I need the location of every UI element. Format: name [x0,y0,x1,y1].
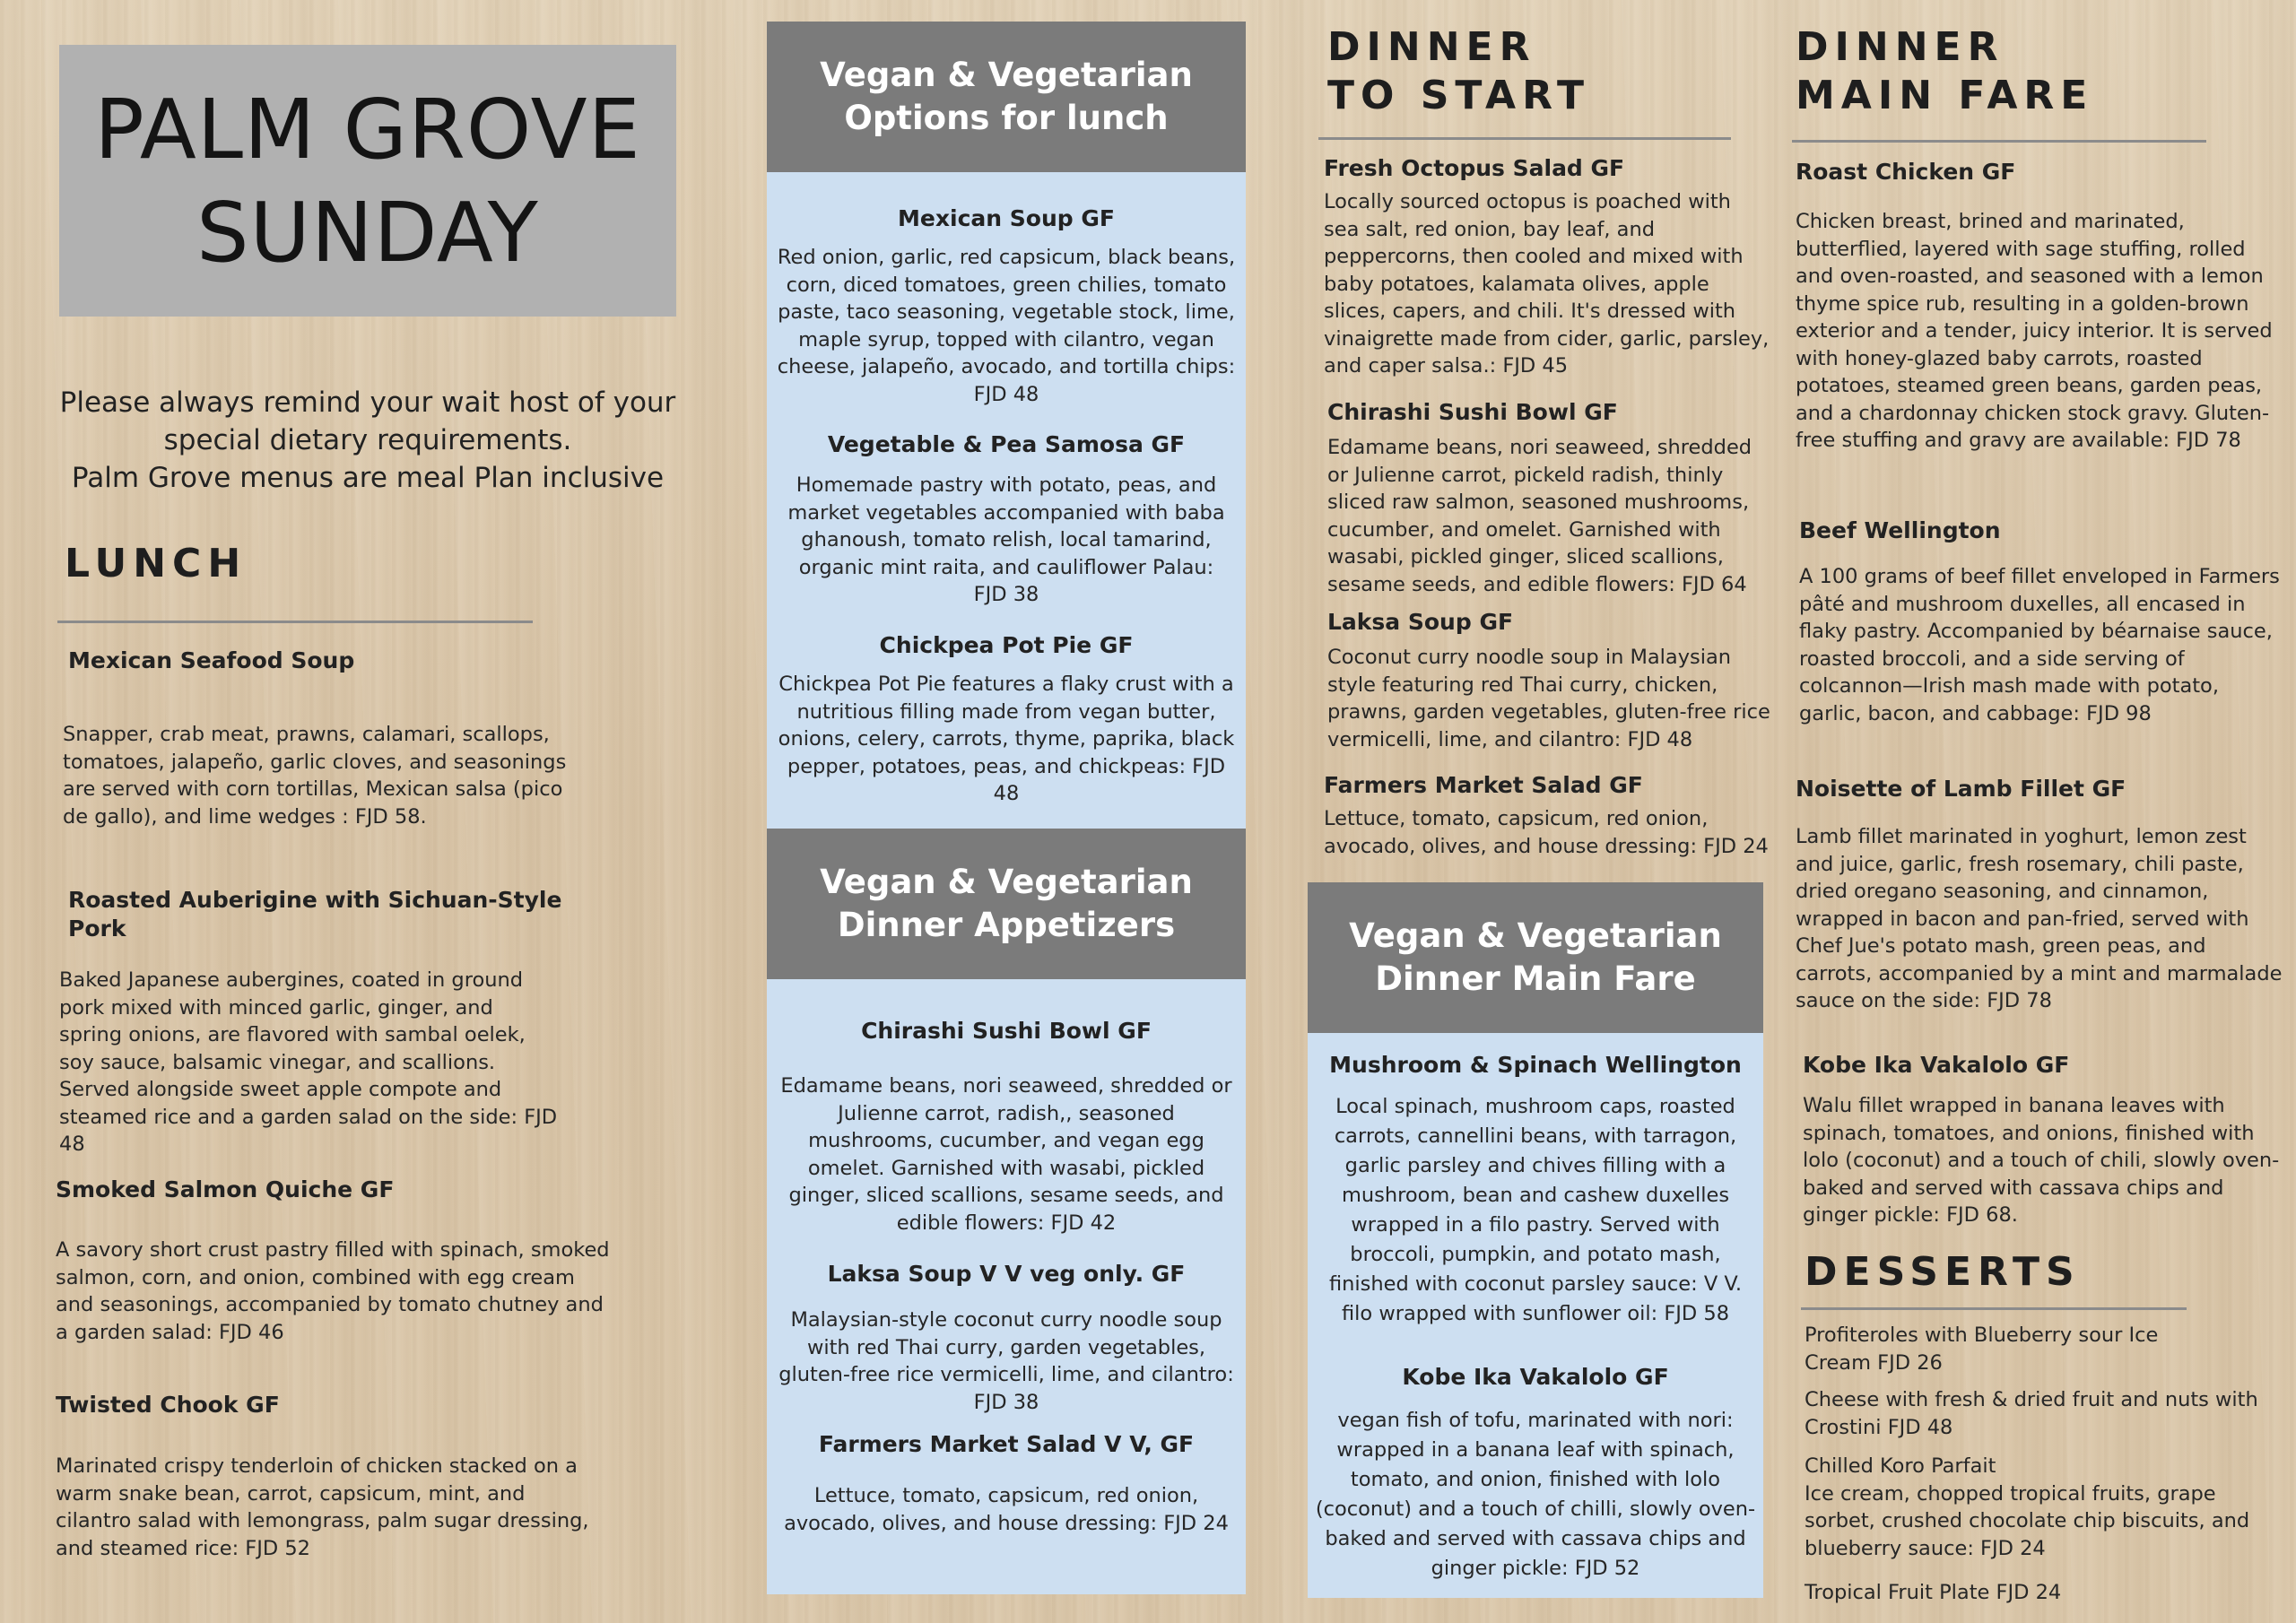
menu-item [1796,158,2285,455]
menu-item [68,647,570,675]
menu-item [776,1017,1237,1237]
item-description: A savory short crust pastry filled with spinach, smoked salmon, corn, and onion, combined with egg cream and seasonings, accompanied by tomato chutney and a garden salad: FJD 46 [56,1238,610,1344]
heading-line-1: DINNER [1796,24,2005,70]
header-line-2: Dinner Main Fare [1375,959,1696,998]
lunch-divider [57,621,533,623]
item-description: Walu fillet wrapped in banana leaves with spinach, tomatoes, and onions, finished with lolo (coconut) and a touch of chili, slowly oven-baked and served with cassava chips and ginger pickle: FJD 68. [1803,1094,2280,1227]
header-line-2: Options for lunch [844,99,1169,137]
item-name: Kobe Ika Vakalolo GF [1402,1364,1669,1390]
reminder-line-3: Palm Grove menus are meal Plan inclusive [71,462,665,494]
reminder-line-2: special dietary requirements. [163,424,572,456]
item-description: Local spinach, mushroom caps, roasted carrots, cannellini beans, with tarragon, garlic parsley and chives filling with a mushroom, bean and cashew duxelles wrapped in a filo pastry. Served with broccoli, pumpkin, and potato mash, finished with coconut parsley sauce: V V. filo wrapped with sunflower oil: FJD 58 [1328,1095,1743,1325]
heading-line-2: MAIN FARE [1796,73,2094,118]
menu-item [1324,154,1772,380]
item-description: Locally sourced octopus is poached with sea salt, red onion, bay leaf, and peppercorns, then cooled and mixed with baby potatoes, kalamata olives, apple slices, capers, and chili. It's dressed with vinaigrette made from cider, garlic, parsley, and caper salsa.: FJD 45 [1324,190,1770,378]
heading-line-2: TO START [1327,73,1590,118]
dinner-main-heading [1796,23,2093,120]
dinner-start-divider [1318,137,1731,140]
item-name: Chickpea Pot Pie GF [879,632,1134,658]
item-name: Kobe Ika Vakalolo GF [1803,1052,2070,1078]
item-description: Edamame beans, nori seaweed, shredded or Julienne carrot, pickeld radish, thinly sliced raw salmon, seasoned mushrooms, cucumber, and omelet. Garnished with wasabi, pickled ginger, sliced scallions, sesame seeds, and edible flowers: FJD 64 [1327,436,1752,596]
menu-item [776,1430,1237,1537]
item-description: Lamb fillet marinated in yoghurt, lemon zest and juice, garlic, fresh rosemary, chili paste, dried oregano seasoning, and cinnamon, wrapped in bacon and pan-fried, served with Chef Jue's potato mash, green peas, and carrots, accompanied by a mint and marmalade sauce on the side: FJD 78 [1796,825,2283,1012]
item-name: Farmers Market Salad V V, GF [818,1431,1195,1457]
header-line-2: Dinner Appetizers [837,906,1176,944]
menu-item [1315,1363,1756,1584]
item-name: Vegetable & Pea Samosa GF [827,431,1186,457]
dessert-item [1805,1386,2289,1441]
desserts-heading: DESSERTS [1805,1249,2081,1295]
vegan-appetizers-header [767,829,1246,979]
title-line-1: PALM GROVE [94,81,641,178]
menu-item [1803,1051,2283,1229]
header-line-1: Vegan & Vegetarian [820,863,1193,901]
item-description: Coconut curry noodle soup in Malaysian style featuring red Thai curry, chicken, prawns, garden vegetables, gluten-free rice vermicelli, lime, and cilantro: FJD 48 [1327,646,1770,751]
lunch-heading: LUNCH [65,541,248,586]
menu-item [56,1176,558,1204]
menu-item [776,631,1237,808]
item-name: Mexican Seafood Soup [68,647,355,673]
dessert-item [1805,1579,2280,1607]
item-description: Baked Japanese aubergines, coated in ground pork mixed with minced garlic, ginger, and spring onions, are flavored with sambal oelek, soy sauce, balsamic vinegar, and scallions. Served alongside sweet apple compote and steamed rice and a garden salad on the side: FJD 48 [59,968,558,1156]
menu-item [1327,608,1776,753]
title-line-2: SUNDAY [196,184,539,281]
item-description: Lettuce, tomato, capsicum, red onion, avocado, olives, and house dressing: FJD 24 [784,1484,1229,1535]
menu-item [776,1260,1237,1416]
menu-item [1796,775,2285,1015]
item-description: Marinated crispy tenderloin of chicken stacked on a warm snake bean, carrot, capsicum, mint, and cilantro salad with lemongrass, palm sugar dressing, and steamed rice: FJD 52 [56,1454,589,1560]
desserts-divider [1801,1307,2187,1310]
menu-item [68,886,624,943]
item-description: Malaysian-style coconut curry noodle soup with red Thai curry, garden vegetables, gluten-free rice vermicelli, lime, and cilantro: FJD 38 [778,1308,1234,1414]
item-description: Chickpea Pot Pie features a flaky crust with a nutritious filling made from vegan butter, onions, celery, carrots, thyme, paprika, black pepper, potatoes, peas, and chickpeas: FJD 48 [778,673,1235,805]
item-description: Homemade pastry with potato, peas, and market vegetables accompanied with baba ghanoush, tomato relish, local tamarind, organic mint raita, and cauliflower Palau: FJD 38 [787,473,1225,606]
menu-item [1315,1051,1756,1329]
dessert-line: Cheese with fresh & dried fruit and nuts with [1805,1388,2258,1411]
title-box [59,45,676,317]
item-name: Roast Chicken GF [1796,159,2016,185]
page-title [94,78,640,284]
dessert-line: Tropical Fruit Plate FJD 24 [1805,1581,2062,1604]
item-name: Mexican Soup GF [898,205,1115,231]
item-name: Roasted Auberigine with Sichuan-Style Pork [68,887,562,942]
dessert-line: Profiteroles with Blueberry sour Ice [1805,1324,2159,1347]
item-description: vegan fish of tofu, marinated with nori: wrapped in a banana leaf with spinach, tomato, and onion, finished with lolo (coconut) and a touch of chilli, slowly oven-baked and served with cassava chips and ginger pickle: FJD 52 [1315,1409,1756,1580]
vegan-main-header [1308,882,1763,1033]
item-name: Chirashi Sushi Bowl GF [861,1018,1152,1044]
dinner-main-divider [1792,140,2206,143]
item-name: Laksa Soup GF [1327,609,1514,635]
menu-item [1324,771,1772,860]
dinner-start-heading [1327,23,1590,120]
item-name: Chirashi Sushi Bowl GF [1327,399,1618,425]
vegan-lunch-header [767,22,1246,172]
item-name: Mushroom & Spinach Wellington [1329,1052,1742,1078]
menu-item [1799,516,2283,727]
dessert-item [1805,1322,2280,1376]
item-description: Lettuce, tomato, capsicum, red onion, avocado, olives, and house dressing: FJD 24 [1324,807,1769,858]
dessert-line: Cream FJD 26 [1805,1350,1943,1375]
reminder-line-1: Please always remind your wait host of your [59,386,676,419]
item-description: Snapper, crab meat, prawns, calamari, scallops, tomatoes, jalapeño, garlic cloves, and seasonings are served with corn tortillas, Mexican salsa (pico de gallo), and lime wedges : FJD 58. [63,723,567,829]
dessert-line: Ice cream, chopped tropical fruits, grape sorbet, crushed chocolate chip biscuits, and blueberry sauce: FJD 24 [1805,1481,2250,1560]
menu-item [1327,398,1772,598]
menu-item [56,1391,558,1419]
item-description: Chicken breast, brined and marinated, butterflied, layered with sage stuffing, rolled and oven-roasted, and seasoned with a lemon thyme spice rub, resulting in a golden-brown exterior and a tender, juicy interior. It is served with honey-glazed baby carrots, roasted potatoes, steamed green beans, garden peas, and a chardonnay chicken stock gravy. Gluten-free stuffing and gravy are available: FJD 78 [1796,210,2273,452]
dessert-line: Chilled Koro Parfait [1805,1454,1996,1478]
dessert-item [1805,1453,2280,1562]
item-name: Farmers Market Salad GF [1324,772,1643,798]
item-name: Laksa Soup V V veg only. GF [827,1261,1186,1287]
item-name: Fresh Octopus Salad GF [1324,155,1625,181]
heading-line-1: DINNER [1327,24,1536,70]
item-name: Twisted Chook GF [56,1392,280,1418]
item-name: Smoked Salmon Quiche GF [56,1176,395,1202]
item-name: Noisette of Lamb Fillet GF [1796,776,2126,802]
item-description: Red onion, garlic, red capsicum, black beans, corn, diced tomatoes, green chilies, tomato paste, taco seasoning, vegetable stock, lime, maple syrup, topped with cilantro, vegan cheese, jalapeño, avocado, and tortilla chips: FJD 48 [777,246,1236,406]
item-description: A 100 grams of beef fillet enveloped in Farmers pâté and mushroom duxelles, all encased in flaky pastry. Accompanied by béarnaise sauce, roasted broccoli, and a side serving of colcannon—Irish mash made with potato, garlic, bacon, and cabbage: FJD 98 [1799,565,2280,725]
menu-item [780,430,1232,609]
item-name: Beef Wellington [1799,517,2001,543]
menu-item [776,204,1237,408]
header-line-1: Vegan & Vegetarian [820,56,1193,94]
dessert-line: Crostini FJD 48 [1805,1415,1953,1439]
dietary-reminder [36,384,700,497]
item-description: Edamame beans, nori seaweed, shredded or Julienne carrot, radish,, seasoned mushrooms, cucumber, and vegan egg omelet. Garnished with wasabi, pickled ginger, sliced scallions, sesame seeds, and edible flowers: FJD 42 [780,1074,1232,1235]
header-line-1: Vegan & Vegetarian [1349,916,1722,955]
